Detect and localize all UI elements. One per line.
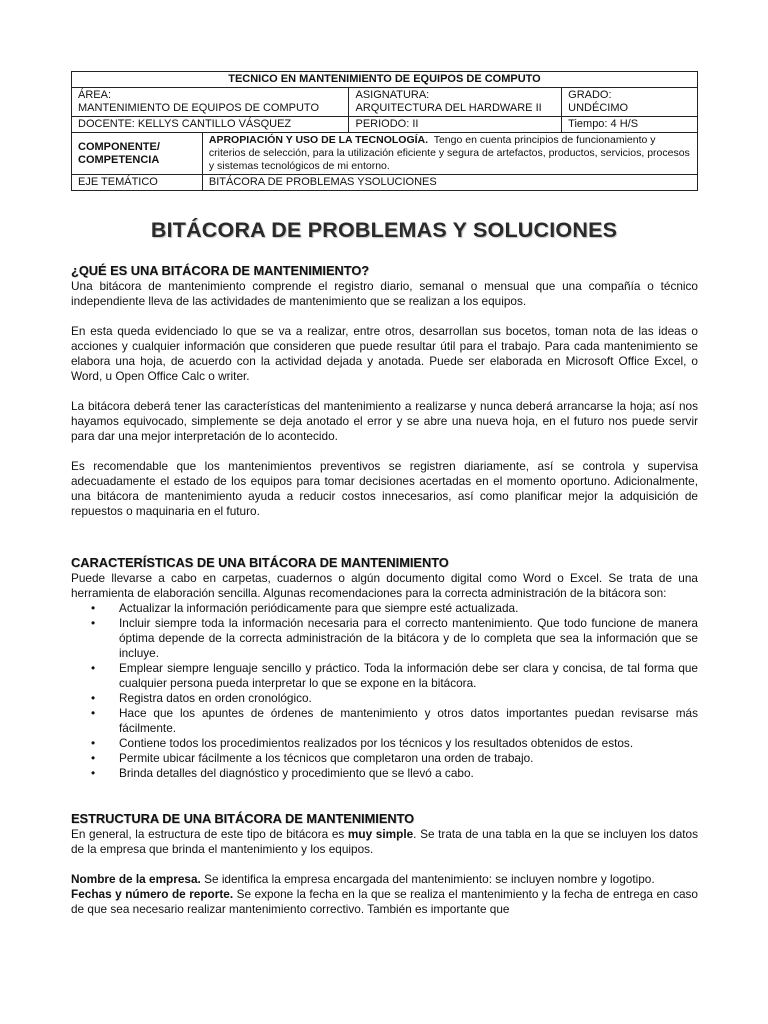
section1-p4: Es recomendable que los mantenimientos preventivos se registren diariamente, así se controla y supervisa adecuadamente el estado de los equipos para tomar decisiones acertadas en el momento oportuno. Adicionalmente, una bitácora de mantenimiento ayuda a reducir costos innecesarios, así como planificar mejor la adquisición de repuestos o maquinaria en el futuro. bbox=[71, 459, 698, 518]
section2-heading: CARACTERÍSTICAS DE UNA BITÁCORA DE MANTENIMIENTO bbox=[71, 555, 449, 570]
list-item: • Incluir siempre toda la información necesaria para el correcto mantenimiento. Que todo funcione de manera óptima depende de la correcta administración de la bitácora y de lo completa que sea la información que se incluye. bbox=[91, 616, 698, 660]
list-item: • Actualizar la información periódicamente para que siempre esté actualizada. bbox=[91, 601, 519, 615]
tiempo-cell: Tiempo: 4 H/S bbox=[562, 117, 698, 133]
list-item: • Brinda detalles del diagnóstico y procedimiento que se llevó a cabo. bbox=[91, 766, 474, 780]
asignatura-label: ASIGNATURA: bbox=[355, 89, 430, 101]
asignatura-cell bbox=[349, 88, 562, 117]
area-label: ÁREA: bbox=[78, 89, 112, 101]
list-item: • Contiene todos los procedimientos realizados por los técnicos y los resultados obtenidos de estos. bbox=[91, 736, 634, 750]
area-value: MANTENIMIENTO DE EQUIPOS DE COMPUTO bbox=[78, 102, 320, 114]
section3-heading: ESTRUCTURA DE UNA BITÁCORA DE MANTENIMIENTO bbox=[71, 811, 415, 826]
componente-text: Tengo en cuenta principios de funcionamiento y criterios de selección, para la utilización eficiente y segura de artefactos, productos, servicios, procesos y sistemas tecnológicos de mi entorno. bbox=[208, 134, 690, 172]
grado-label: GRADO: bbox=[568, 89, 612, 101]
componente-cell bbox=[202, 133, 697, 175]
bullet-icon: • bbox=[91, 751, 96, 765]
list-item: • Hace que los apuntes de órdenes de mantenimiento y otros datos importantes puedan revisarse más fácilmente. bbox=[91, 706, 698, 735]
asignatura-value: ARQUITECTURA DEL HARDWARE II bbox=[355, 102, 542, 114]
bullet-icon: • bbox=[91, 691, 96, 705]
bullet-icon: • bbox=[91, 766, 96, 780]
grado-cell bbox=[562, 88, 698, 117]
section3-p1: En general, la estructura de este tipo de bitácora es muy simple. Se trata de una tabla en la que se incluyen los datos de la empresa que brinda el mantenimiento y los equipos. bbox=[71, 827, 698, 856]
header-eje-row bbox=[72, 175, 698, 191]
header-title: TECNICO EN MANTENIMIENTO DE EQUIPOS DE COMPUTO bbox=[72, 72, 698, 88]
bullet-icon: • bbox=[91, 706, 96, 720]
section2-bullet-list bbox=[71, 601, 698, 781]
header-docente-row bbox=[72, 117, 698, 133]
section1-p1: Una bitácora de mantenimiento comprende el registro diario, semanal o mensual que una compañía o técnico independiente lleva de las actividades de mantenimiento que se realizan a los equipos. bbox=[71, 279, 698, 308]
grado-value: UNDÉCIMO bbox=[568, 102, 629, 114]
section2-intro: Puede llevarse a cabo en carpetas, cuadernos o algún documento digital como Word o Excel. Se trata de una herramienta de elaboración sencilla. Algunas recomendaciones para la correcta administración de la bitácora son: bbox=[71, 571, 698, 600]
header-area-row bbox=[72, 88, 698, 117]
header-table bbox=[71, 71, 698, 191]
area-cell bbox=[72, 88, 349, 117]
section1-heading: ¿QUÉ ES UNA BITÁCORA DE MANTENIMIENTO? bbox=[71, 263, 370, 278]
eje-value: BITÁCORA DE PROBLEMAS YSOLUCIONES bbox=[202, 175, 697, 191]
document-content bbox=[71, 263, 698, 917]
bullet-icon: • bbox=[91, 616, 96, 630]
section1-p3: La bitácora deberá tener las características del mantenimiento a realizarse y nunca deberá arrancarse la hoja; así nos hayamos equivocado, simplemente se deja anotado el error y se abre una nueva hoja, en el futuro nos puede servir para dar una mejor interpretación de lo acontecido. bbox=[71, 399, 698, 443]
section3-p3: Fechas y número de reporte. Se expone la fecha en la que se realiza el mantenimiento y la fecha de entrega en caso de que sea necesario realizar mantenimiento correctivo. También es importante que bbox=[71, 887, 698, 916]
header-componente-row bbox=[72, 133, 698, 175]
componente-label: COMPONENTE/ COMPETENCIA bbox=[72, 133, 203, 175]
section3-p2: Nombre de la empresa. Se identifica la empresa encargada del mantenimiento: se incluyen nombre y logotipo. bbox=[71, 872, 655, 886]
document-title: BITÁCORA DE PROBLEMAS Y SOLUCIONES bbox=[150, 218, 618, 242]
bullet-icon: • bbox=[91, 601, 96, 615]
periodo-cell: PERIODO: II bbox=[349, 117, 562, 133]
list-item: • Registra datos en orden cronológico. bbox=[91, 691, 312, 705]
header-title-row bbox=[72, 72, 698, 88]
bullet-icon: • bbox=[91, 661, 96, 675]
bullet-icon: • bbox=[91, 736, 96, 750]
docente-cell: DOCENTE: KELLYS CANTILLO VÁSQUEZ bbox=[72, 117, 349, 133]
eje-label: EJE TEMÁTICO bbox=[72, 175, 203, 191]
list-item: • Permite ubicar fácilmente a los técnicos que completaron una orden de trabajo. bbox=[91, 751, 534, 765]
list-item: • Emplear siempre lenguaje sencillo y práctico. Toda la información debe ser clara y concisa, de tal forma que cualquier persona pueda interpretar lo que se expone en la bitácora. bbox=[91, 661, 698, 690]
section1-p2: En esta queda evidenciado lo que se va a realizar, entre otros, desarrollan sus bocetos, toman nota de las ideas o acciones y cualquier información que consideren que puede resultar útil para el trabajo. Para cada mantenimiento se elabora una hoja, de acuerdo con la actividad dejada y anotada. Puede ser elaborada en Microsoft Office Excel, o Word, u Open Office Calc o writer. bbox=[71, 324, 698, 383]
componente-bold: APROPIACIÓN Y USO DE LA TECNOLOGÍA. bbox=[208, 134, 429, 146]
